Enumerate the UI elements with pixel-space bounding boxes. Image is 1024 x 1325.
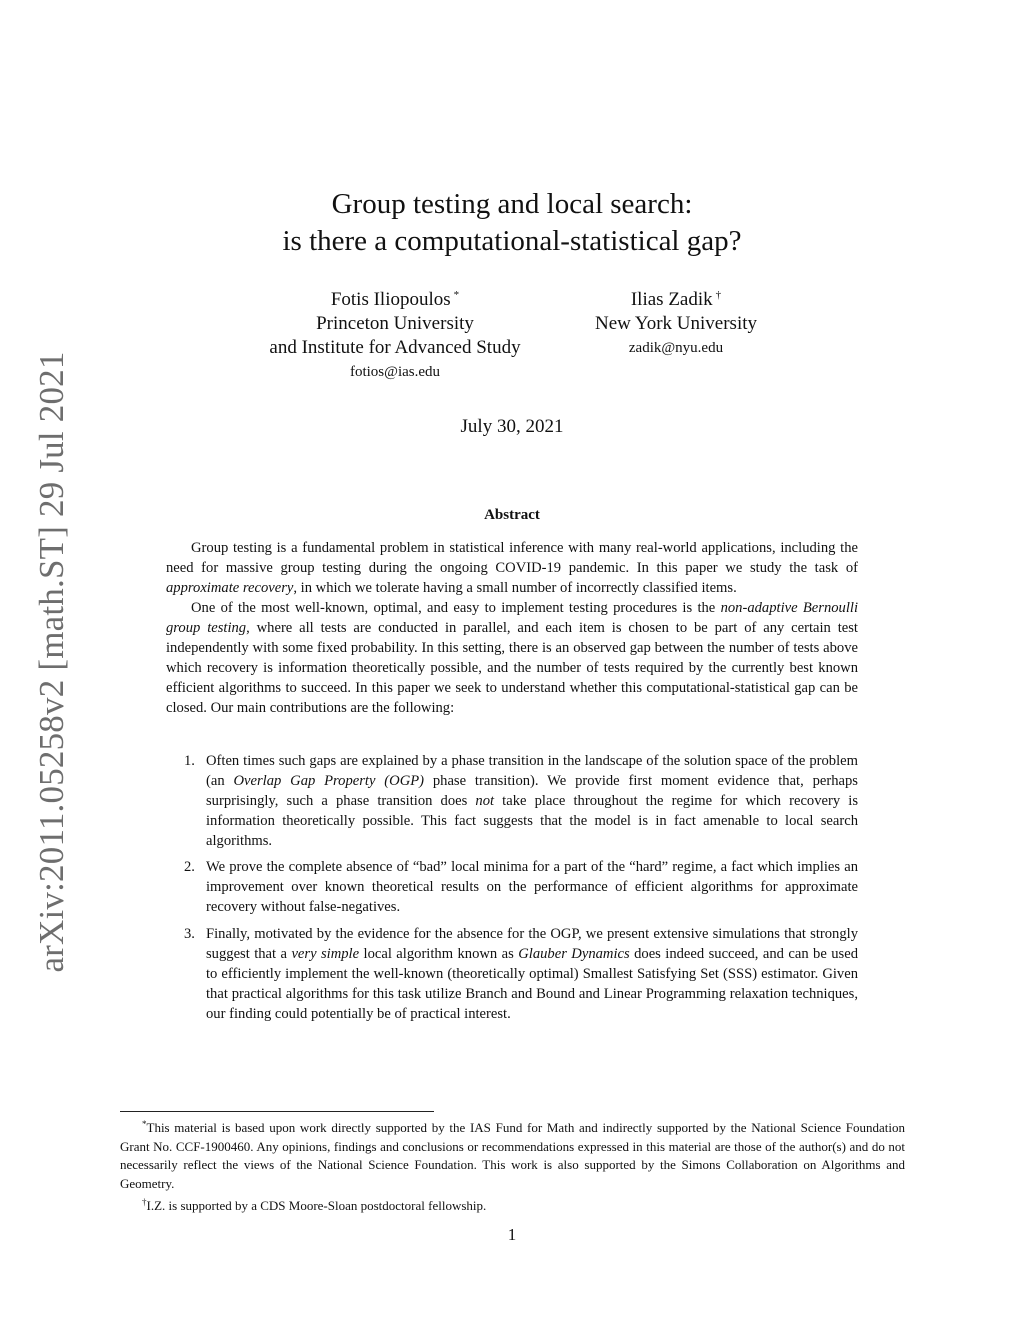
author-email: fotios@ias.edu [349,364,441,380]
author-affiliation: Princeton University [316,313,474,334]
abstract-paragraph-1: Group testing is a fundamental problem in statistical inference with many real-world applications, including the need for massive group testing during the ongoing COVID-19 pandemic. In this paper we study the task of approximate recovery, in which we tolerate having a small number of incorrectly classified items. [166,540,858,596]
page-number: 1 [507,1225,517,1244]
abstract-body [166,538,858,718]
author-affiliation: New York University [594,313,758,334]
list-item [166,857,858,917]
footnote: †I.Z. is supported by a CDS Moore-Sloan postdoctoral fellowship. [142,1197,487,1213]
footnote: *This material is based upon work directly supported by the IAS Fund for Math and indirectly supported by the National Science Foundation Grant No. CCF-1900460. Any opinions, findings and conclusions or recommendations expressed in this material are those of the author(s) and do not necessarily reflect the views of the National Science Foundation. This work is also supported by the Simons Collaboration on Algorithms and Geometry. [120,1119,905,1191]
author-footnote-mark: † [715,289,722,301]
title-line-1: Group testing and local search: [331,188,693,220]
footnote-rule [120,1111,434,1112]
footnote-mark: * [142,1119,147,1129]
author-block-1 [262,283,528,384]
paper-date: July 30, 2021 [460,416,564,437]
list-item-text: Often times such gaps are explained by a phase transition in the landscape of the solution space of the problem (an Overlap Gap Property (OGP) phase transition). We provide first moment evidence that, perhaps surprisingly, such a phase transition does not take place throughout the regime for which recovery is information theoretically possible. This fact suggests that the model is in fact amenable to local search algorithms. [206,753,858,849]
list-number: 2. [184,859,195,875]
paper-title [0,186,1024,260]
list-number: 3. [184,926,195,942]
author-affiliation: and Institute for Advanced Study [269,337,521,358]
author-name: Fotis Iliopoulos [330,289,451,310]
footnote-mark: † [142,1197,147,1207]
footnotes [120,1115,905,1216]
abstract-heading: Abstract [484,507,540,523]
author-email: zadik@nyu.edu [628,340,724,356]
list-item-text: Finally, motivated by the evidence for the absence for the OGP, we present extensive simulations that strongly suggest that a very simple local algorithm known as Glauber Dynamics does indeed succeed, and can be used to efficiently implement the well-known (theoretically optimal) Smallest Satisfying Set (SSS) estimator. Given that practical algorithms for this task utilize Branch and Bound and Linear Programming relaxation techniques, our finding could potentially be of practical interest. [206,926,859,1022]
list-item-text: We prove the complete absence of “bad” local minima for a part of the “hard” regime, a fact which implies an improvement over known theoretical results on the performance of efficient algorithms for approximate recovery without false-negatives. [206,859,858,915]
title-line-2: is there a computational-statistical gap? [282,225,742,257]
author-footnote-mark: * [453,289,460,301]
author-name: Ilias Zadik [630,289,713,310]
abstract-paragraph-2: One of the most well-known, optimal, and easy to implement testing procedures is the non-adaptive Bernoulli group testing, where all tests are conducted in parallel, and each item is chosen to be part of any certain test independently with some fixed probability. In this setting, there is an observed gap between the number of tests above which recovery is information theoretically possible, and the number of tests required by the currently best known efficient algorithms to succeed. In this paper we seek to understand whether this computational-statistical gap can be closed. Our main contributions are the following: [166,600,858,716]
list-number: 1. [184,753,195,769]
author-block-2 [586,283,766,360]
arxiv-side-stamp: arXiv:2011.05258v2 [math.ST] 29 Jul 2021 [32,351,71,973]
list-item [166,924,858,1024]
list-item [166,751,858,851]
